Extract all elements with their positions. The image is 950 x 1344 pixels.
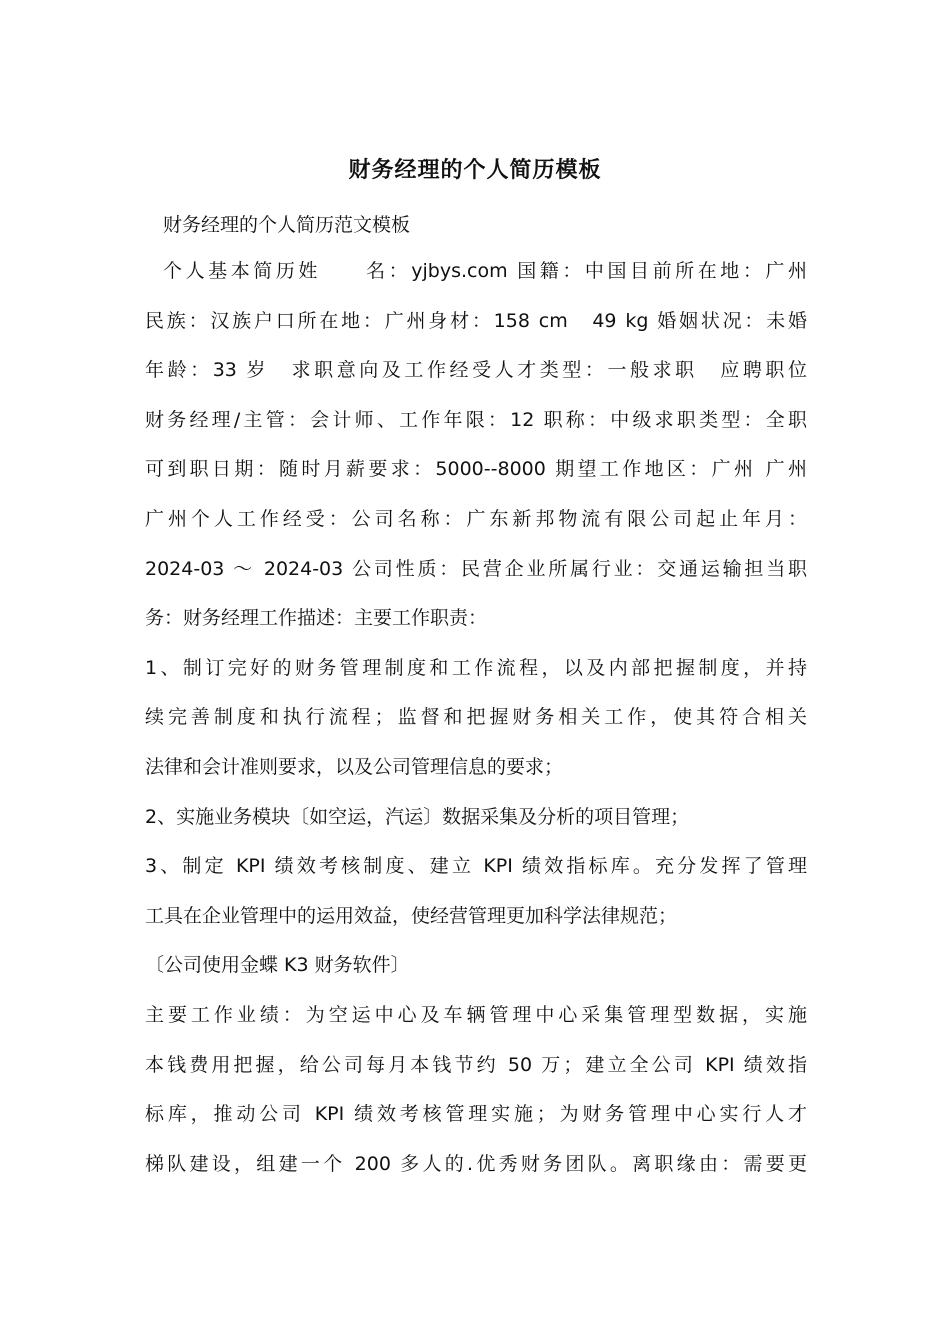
- paragraph-line: 财务经理/主管：会计师、工作年限：12 职称：中级求职类型：全职: [145, 408, 807, 431]
- document-title: 财务经理的个人简历模板: [348, 158, 602, 183]
- paragraph-line: 民族：汉族户口所在地：广州身材：158 cm 49 kg 婚姻状况：未婚: [145, 309, 807, 332]
- paragraph-line: 2024-03 ～ 2024-03 公司性质：民营企业所属行业：交通运输担当职: [145, 557, 807, 580]
- paragraph-line: 工具在企业管理中的运用效益，使经营管理更加科学法律规范；: [145, 904, 678, 927]
- paragraph-line: 3、制定 KPI 绩效考核制度、建立 KPI 绩效指标库。充分发挥了管理: [145, 855, 807, 878]
- paragraph-line: 梯队建设，组建一个 200 多人的.优秀财务团队。离职缘由：需要更: [145, 1152, 807, 1175]
- paragraph-line: 1、制订完好的财务管理制度和工作流程，以及内部把握制度，并持: [145, 656, 807, 679]
- paragraph-line: 主要工作业绩：为空运中心及车辆管理中心采集管理型数据，实施: [145, 1003, 807, 1026]
- paragraph-line: 年龄：33 岁 求职意向及工作经受人才类型：一般求职 应聘职位: [145, 359, 807, 382]
- paragraph-line: 法律和会计准则要求，以及公司管理信息的要求；: [145, 755, 564, 778]
- paragraph-line: 务：财务经理工作描述：主要工作职责：: [145, 607, 488, 630]
- paragraph-line: 个人基本简历姓 名：yjbys.com 国籍：中国目前所在地：广州: [163, 260, 807, 282]
- document-body: [145, 205, 807, 1193]
- paragraph-line: 〔公司使用金蝶 K3 财务软件〕: [145, 954, 410, 977]
- paragraph-line: 广州个人工作经受：公司名称：广东新邦物流有限公司起止年月：: [145, 507, 807, 530]
- subtitle-line: 财务经理的个人简历范文模板: [163, 214, 411, 236]
- paragraph-line: 可到职日期：随时月薪要求：5000--8000 期望工作地区：广州 广州: [145, 458, 807, 481]
- paragraph-line: 本钱费用把握，给公司每月本钱节约 50 万；建立全公司 KPI 绩效指: [145, 1053, 807, 1076]
- paragraph-line: 标库，推动公司 KPI 绩效考核管理实施；为财务管理中心实行人才: [145, 1103, 807, 1126]
- paragraph-line: 2、实施业务模块〔如空运，汽运〕数据采集及分析的项目管理；: [145, 805, 690, 828]
- paragraph-line: 续完善制度和执行流程；监督和把握财务相关工作，使其符合相关: [145, 706, 807, 729]
